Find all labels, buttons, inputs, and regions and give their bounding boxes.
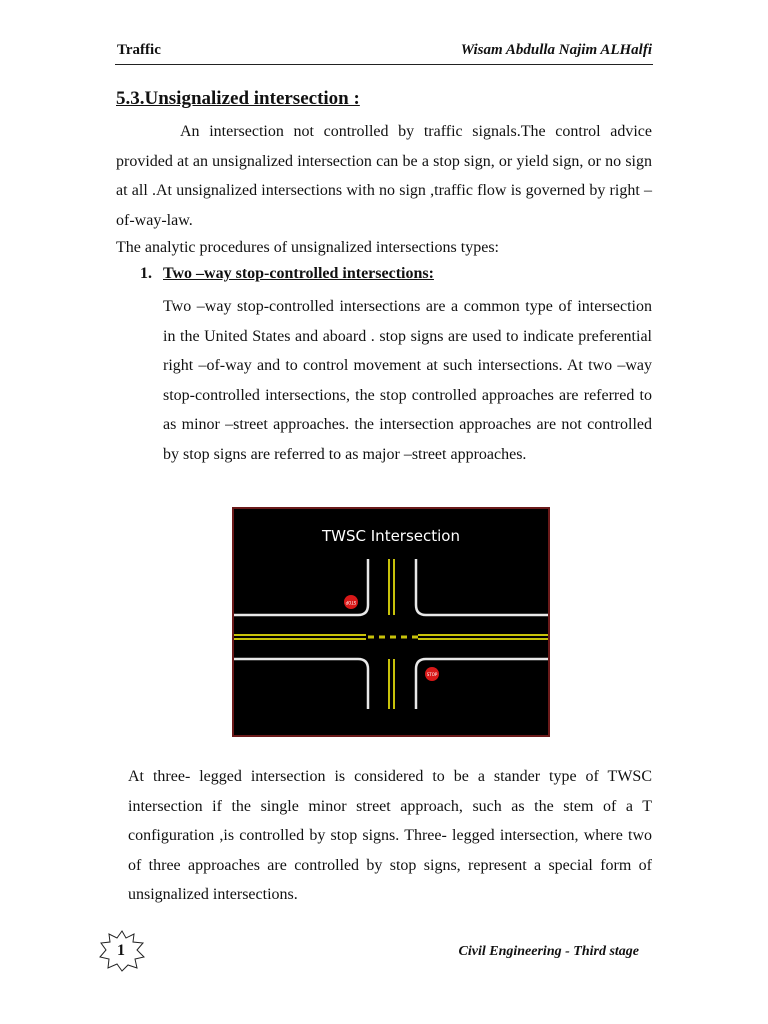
three-legged-paragraph: At three- legged intersection is considered to be a stander type of TWSC intersection if the single minor street approach, such as the stem of a T configuration ,is controlled by stop signs. Three- legged intersection, where two of three approaches are controlled by stop signs, represent a special form of unsignalized intersections.: [128, 768, 652, 903]
page-header: [0, 0, 768, 70]
intersection-diagram: [234, 509, 548, 735]
stop-sign-bottom-label: STOP: [426, 672, 438, 677]
road-edge-top-right: [416, 559, 548, 615]
road-edge-bottom-right: [416, 659, 548, 709]
header-subject: Traffic: [117, 42, 161, 58]
procedures-line: The analytic procedures of unsignalized intersections types:: [116, 239, 499, 256]
header-author: Wisam Abdulla Najim ALHalfi: [460, 42, 652, 58]
intro-paragraph: An intersection not controlled by traffic signals.The control advice provided at an unsignalized intersection can be a stop sign, or yield sign, or no sign at all .At unsignalized intersections with no sign ,traffic flow is governed by right –of-way-law.: [116, 123, 652, 229]
header-divider: [115, 64, 653, 65]
stop-sign-top: [344, 595, 358, 609]
list-item-title: Two –way stop-controlled intersections:: [163, 265, 434, 282]
list-item-number: 1.: [140, 265, 152, 282]
stop-sign-top-label: STOP: [345, 600, 357, 605]
twsc-intersection-figure: [232, 507, 550, 737]
stop-sign-bottom: [425, 667, 439, 681]
section-title: 5.3.Unsignalized intersection :: [116, 88, 360, 109]
road-edge-bottom-left: [234, 659, 368, 709]
footer-course: Civil Engineering - Third stage: [458, 944, 639, 959]
page-number: 1: [117, 942, 125, 959]
list-item-body: Two –way stop-controlled intersections are a common type of intersection in the United States and aboard . stop signs are used to indicate preferential right –of-way and to control movement at such intersections. At two –way stop-controlled intersections, the stop controlled approaches are referred to as minor –street approaches. the intersection approaches are not controlled by stop signs are referred to as major –street approaches.: [163, 298, 652, 463]
figure-title: TWSC Intersection: [322, 527, 460, 545]
